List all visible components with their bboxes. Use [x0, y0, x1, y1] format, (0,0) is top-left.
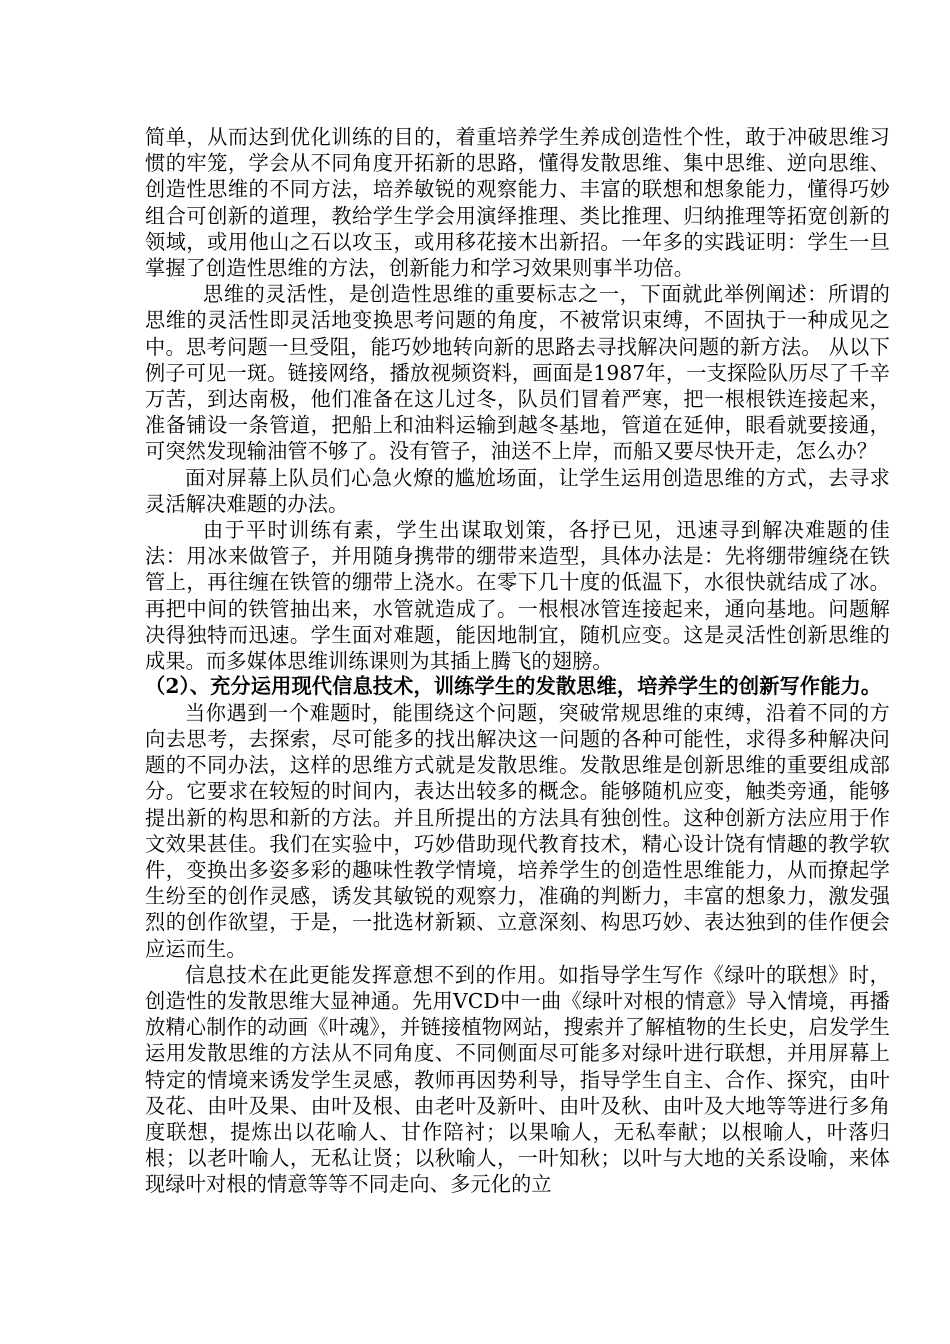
- section-heading: （2）、充分运用现代信息技术，训练学生的发散思维，培养学生的创新写作能力。: [145, 674, 882, 699]
- paragraph-ice-pipe-solution: 由于平时训练有素，学生出谋取划策，各抒已见，迅速寻到解决难题的佳法：用冰来做管子，并用随身携带的绷带来造型，具体办法是：先将绷带缠绕在铁管上，再往缠在铁管的绷带上浇水。在零下几十度的低温下，水很快就结成了冰。再把中间的铁管抽出来，水管就造成了。一根根冰管连接起来，通向基地。问题解决得独特而迅速。学生面对难题，能因地制宜，随机应变。这是灵活性创新思维的成果。而多媒体思维训练课则为其插上腾飞的翅膀。: [145, 518, 890, 674]
- paragraph-divergent-thinking: 当你遇到一个难题时，能围绕这个问题，突破常规思维的束缚，沿着不同的方向去思考，去探索，尽可能多的找出解决这一问题的各种可能性，求得多种解决问题的不同办法，这样的思维方式就是发散思维。发散思维是创新思维的重要组成部分。它要求在较短的时间内，表达出较多的概念。能够随机应变，触类旁通，能够提出新的构思和新的方法。并且所提出的方法具有独创性。这种创新方法应用于作文效果甚佳。我们在实验中，巧妙借助现代教育技术，精心设计饶有情趣的教学软件，变换出多姿多彩的趣味性教学情境，培养学生的创造性思维能力，从而撩起学生纷至的创作灵感，诱发其敏锐的观察力，准确的判断力，丰富的想象力，激发强烈的创作欲望，于是，一批选材新颖、立意深刻、构思巧妙、表达独到的佳作便会应运而生。: [145, 700, 890, 961]
- paragraph-information-technology: 信息技术在此更能发挥意想不到的作用。如指导学生写作《绿叶的联想》时，创造性的发散思维大显神通。先用VCD中一曲《绿叶对根的情意》导入情境，再播放精心制作的动画《叶魂》，并链接植物网站，搜索并了解植物的生长史，启发学生运用发散思维的方法从不同角度、不同侧面尽可能多对绿叶进行联想，并用屏幕上特定的情境来诱发学生灵感，教师再因势利导，指导学生自主、合作、探究，由叶及花、由叶及果、由叶及根、由老叶及新叶、由叶及秋、由叶及大地等等进行多角度联想，提炼出以花喻人、甘作陪衬；以果喻人，无私奉献；以根喻人，叶落归根；以老叶喻人，无私让贤；以秋喻人，一叶知秋；以叶与大地的关系设喻，来体现绿叶对根的情意等等不同走向、多元化的立: [145, 962, 890, 1197]
- paragraph-screen-scene: 面对屏幕上队员们心急火燎的尴尬场面，让学生运用创造思维的方式，去寻求灵活解决难题的办法。: [145, 465, 890, 516]
- paragraph-intro: 简单，从而达到优化训练的目的，着重培养学生养成创造性个性，敢于冲破思维习惯的牢笼，学会从不同角度开拓新的思路，懂得发散思维、集中思维、逆向思维、创造性思维的不同方法，培养敏锐的观察能力、丰富的联想和想象能力，懂得巧妙组合可创新的道理，教给学生学会用演绎推理、类比推理、归纳推理等拓宽创新的领域，或用他山之石以攻玉，或用移花接木出新招。一年多的实践证明：学生一旦掌握了创造性思维的方法，创新能力和学习效果则事半功倍。: [145, 125, 890, 281]
- document-page: [145, 124, 890, 1198]
- paragraph-flexibility: 思维的灵活性，是创造性思维的重要标志之一，下面就此举例阐述：所谓的思维的灵活性即灵活地变换思考问题的角度，不被常识束缚，不固执于一种成见之中。思考问题一旦受阻，能巧妙地转向新的思路去寻找解决问题的新方法。 从以下例子可见一斑。链接网络，播放视频资料，画面是1987年，一支探险队历尽了千辛万苦，到达南极，他们准备在这儿过冬，队员们冒着严寒，把一根根铁连接起来，准备铺设一条管道，把船上和油料运输到越冬基地，管道在延伸，眼看就要接通，可突然发现输油管不够了。没有管子，油送不上岸，而船又要尽快开走，怎么办？: [145, 282, 890, 464]
